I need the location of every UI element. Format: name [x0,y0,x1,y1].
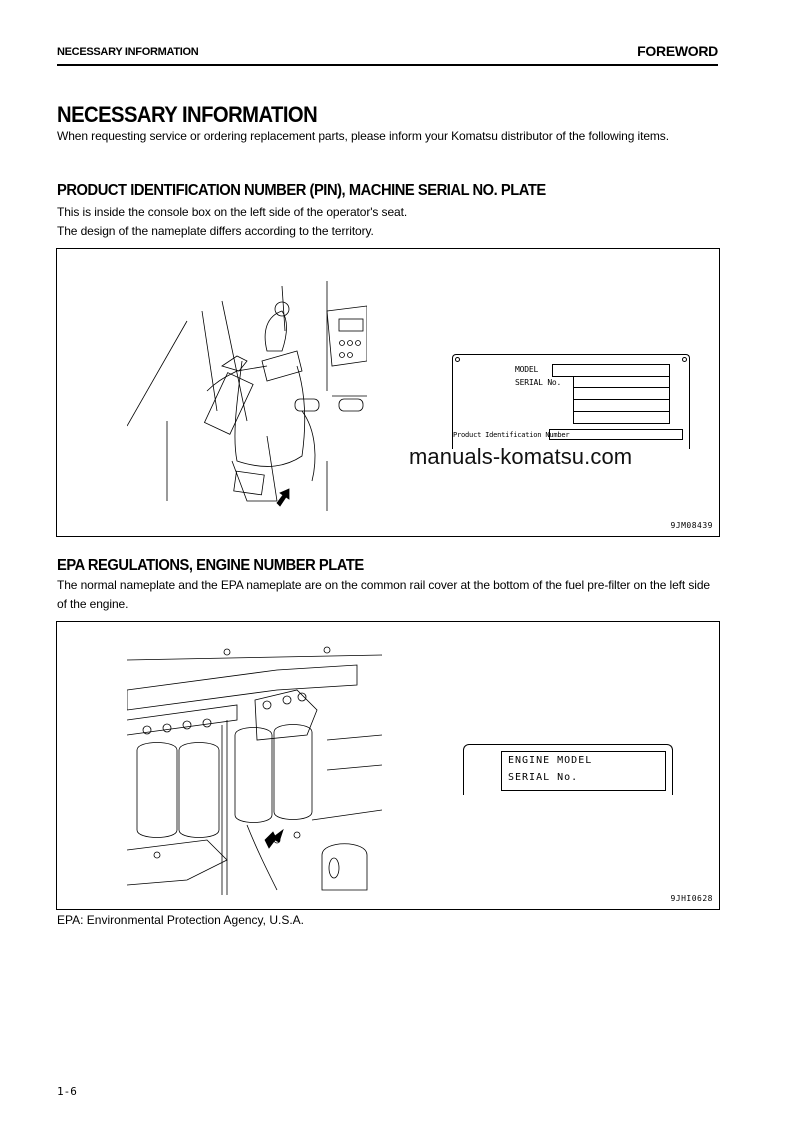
engine-fuel-filter-illustration [127,640,382,895]
section-pin-line-2: The design of the nameplate differs according to the territory. [57,224,374,238]
plate-serial-label: SERIAL No. [515,378,562,387]
page-title: NECESSARY INFORMATION [57,102,318,127]
figure-engine-plate [56,621,720,910]
plate-pin-label: Product Identification Number [453,431,570,439]
figure-pin-plate [56,248,720,537]
intro-paragraph: When requesting service or ordering replacement parts, please inform your Komatsu distributor of the following items. [57,129,669,143]
rivet-hole-icon [682,357,687,362]
section-heading-pin: PRODUCT IDENTIFICATION NUMBER (PIN), MACHINE SERIAL NO. PLATE [57,182,546,199]
running-header-section: NECESSARY INFORMATION [57,46,199,58]
footnote-epa: EPA: Environmental Protection Agency, U.S.A. [57,913,305,927]
running-header-chapter: FOREWORD [637,43,718,59]
engine-nameplate [463,744,673,795]
header-rule [57,64,718,66]
plate-serial-field-3 [573,400,670,412]
rivet-hole-icon [455,357,460,362]
engine-model-label: ENGINE MODEL [508,755,593,766]
figure-code: 9JHI0628 [670,894,713,903]
machine-serial-nameplate [452,354,690,449]
plate-pin-field [549,429,683,440]
watermark-text: manuals-komatsu.com [409,444,633,469]
section-epa-body: The normal nameplate and the EPA nameplate are on the common rail cover at the bottom of the fuel pre-filter on the left side of the engine. [57,578,710,611]
plate-serial-field-1 [573,376,670,388]
plate-model-label: MODEL [515,365,539,374]
engine-serial-label: SERIAL No. [508,772,579,783]
section-pin-line-1: This is inside the console box on the left side of the operator's seat. [57,205,408,219]
section-heading-epa: EPA REGULATIONS, ENGINE NUMBER PLATE [57,557,364,574]
plate-serial-field-2 [573,388,670,400]
plate-serial-field-4 [573,412,670,424]
operator-console-illustration [127,271,367,511]
page-number: 1-6 [57,1085,77,1098]
figure-code: 9JM08439 [670,521,713,530]
engine-plate-fields [501,751,666,791]
